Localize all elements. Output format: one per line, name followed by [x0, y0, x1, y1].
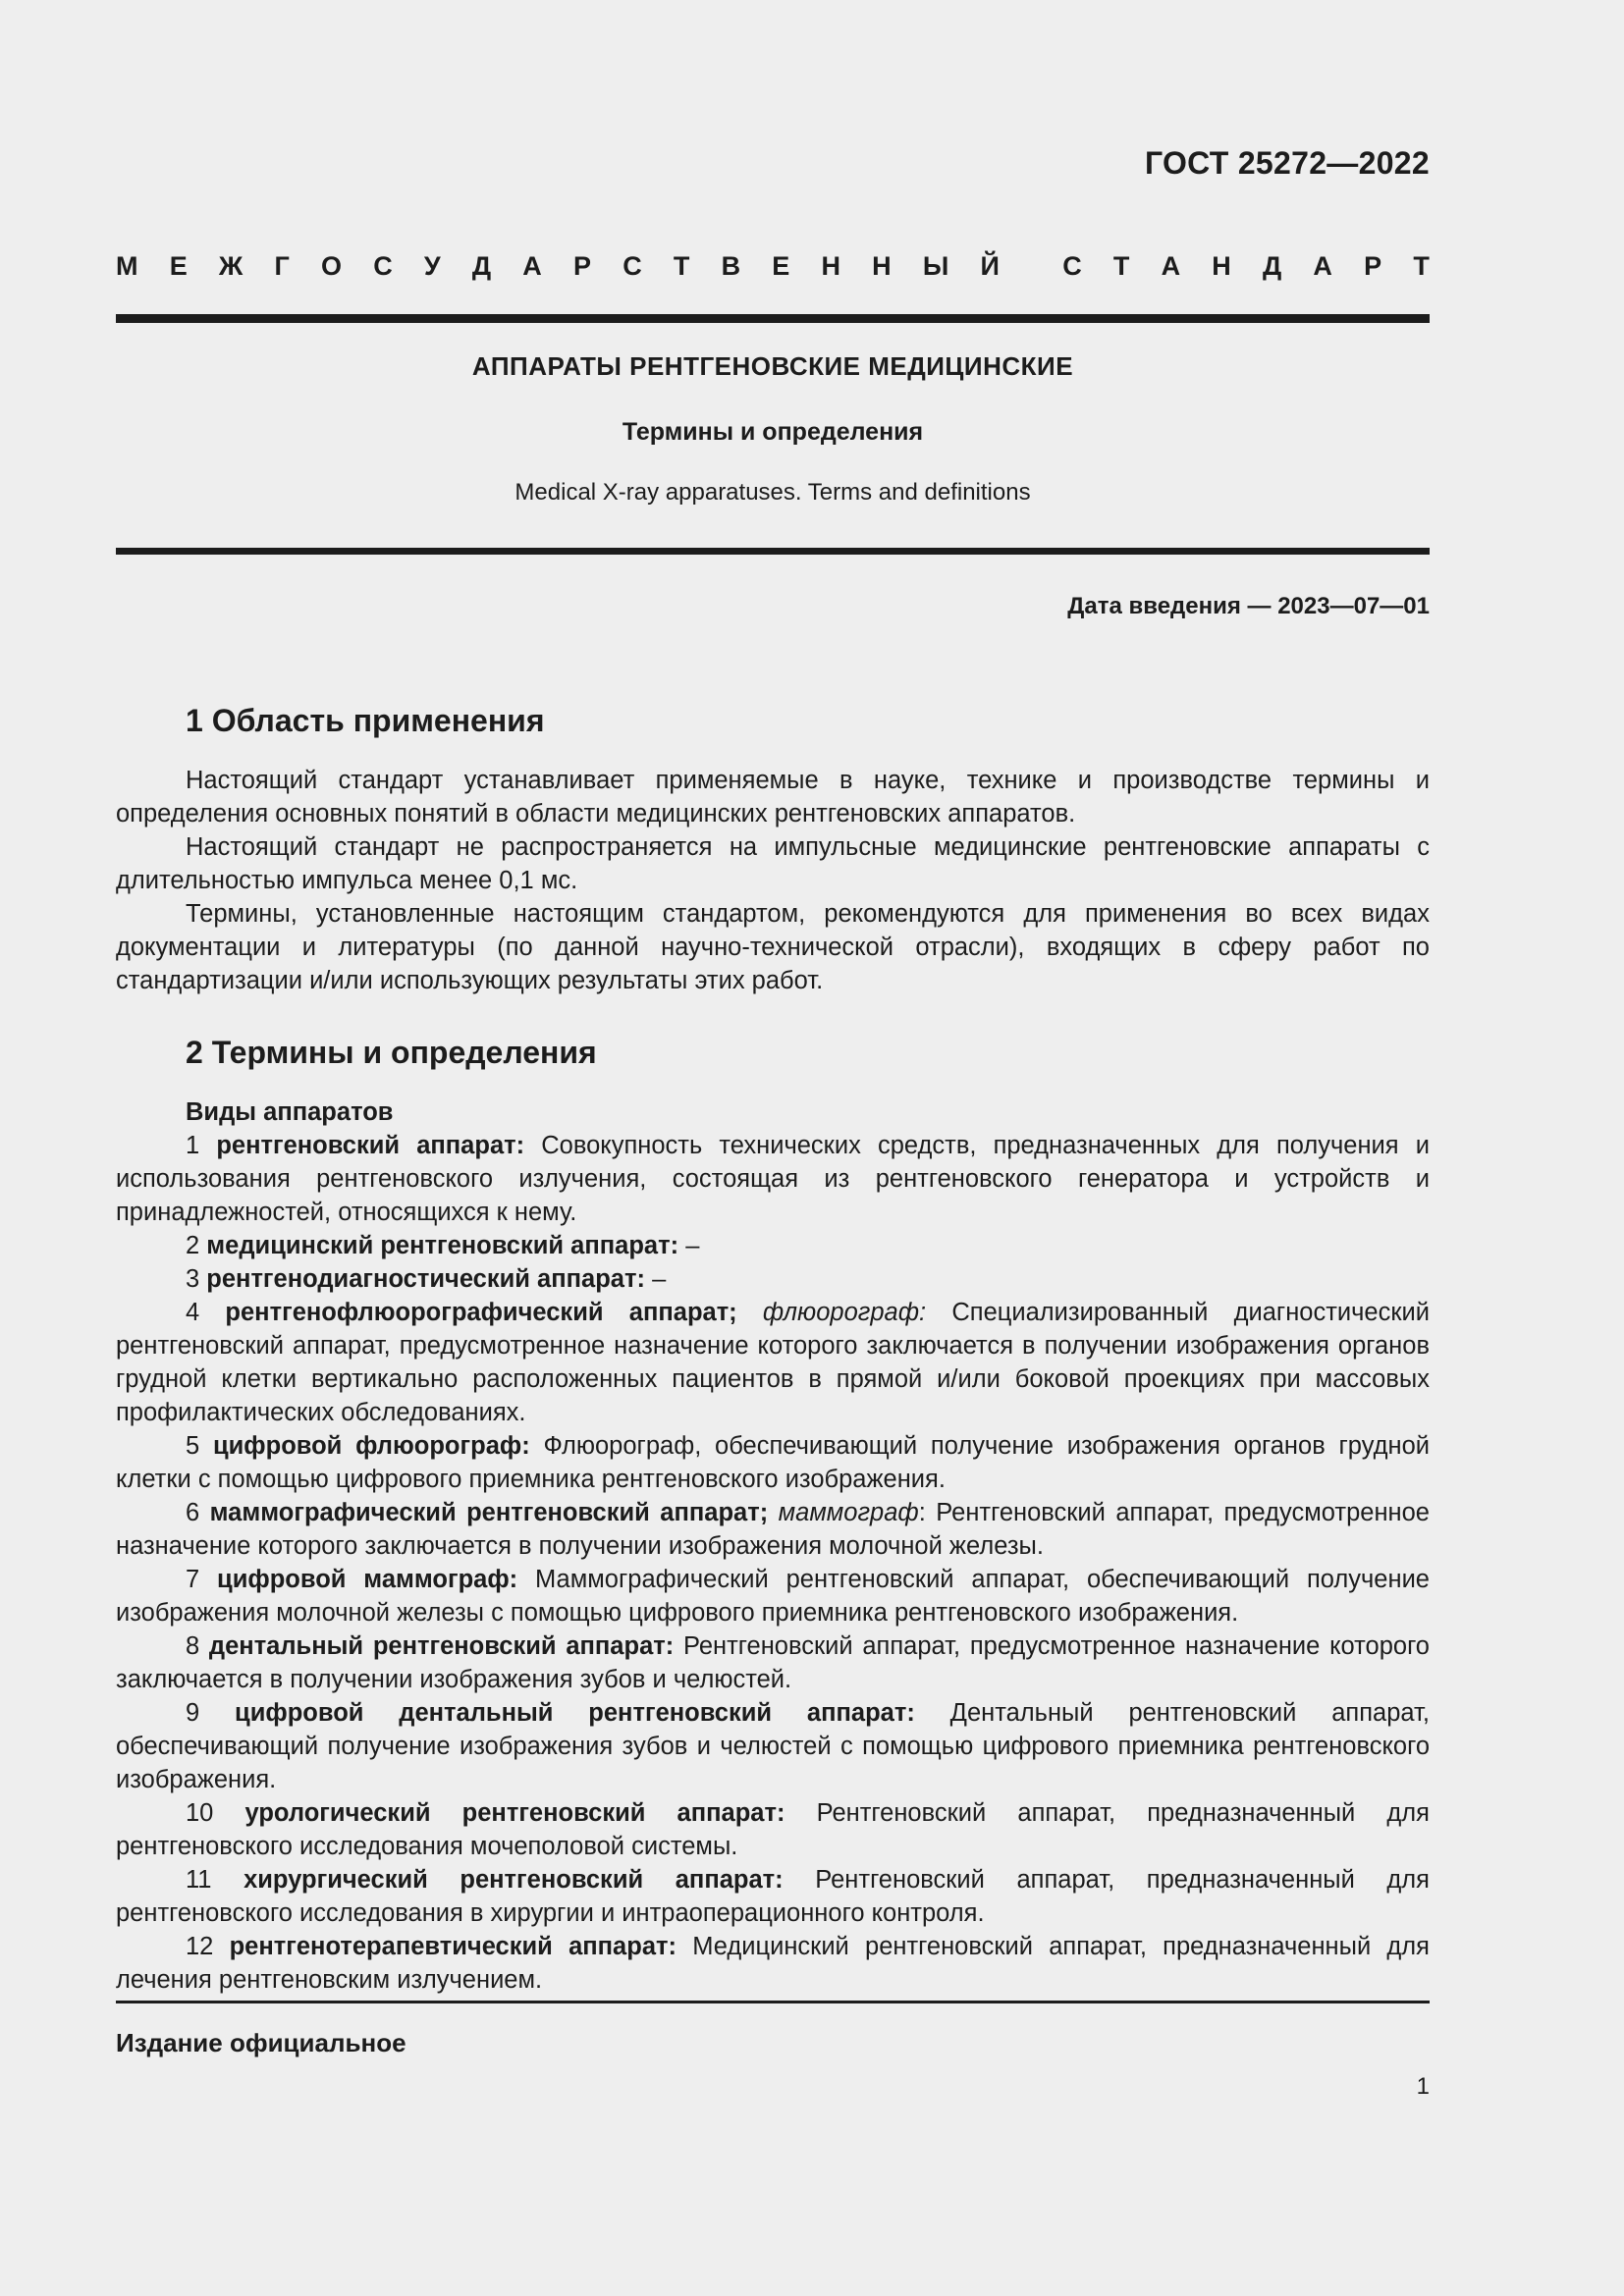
term-number: 10 — [186, 1799, 214, 1827]
term-synonym: маммограф — [778, 1499, 919, 1526]
term-entry — [116, 1863, 1430, 1930]
term-definition: Маммографический рентгеновский аппарат, обеспечивающий получение изображения молочной железы с помощью цифрового приемника рентгеновского изображения. — [116, 1566, 1430, 1627]
term-definition: Дентальный рентгеновский аппарат, обеспечивающий получение изображения зубов и челюстей с помощью цифрового приемника рентгеновского изображения. — [116, 1699, 1430, 1793]
term-definition: Специализированный диагностический рентгеновский аппарат, предусмотренное назначение которого заключается в получении изображения органов грудной клетки вертикально расположенных пациентов в прямой и/или боковой проекциях при массовых профилактических обследованиях. — [116, 1299, 1431, 1426]
term-definition: – — [652, 1265, 667, 1293]
term-number: 11 — [186, 1866, 212, 1894]
standard-type-letter: Й — [980, 251, 1000, 281]
term-name: цифровой флюорограф: — [212, 1432, 530, 1460]
term-entry — [116, 1796, 1430, 1863]
standard-type-letter: Ы — [922, 251, 949, 281]
edition-label: Издание официальное — [116, 2028, 406, 2057]
term-name: медицинский рентгеновский аппарат: — [206, 1232, 679, 1259]
term-entry — [116, 1496, 1430, 1563]
term-number: 6 — [186, 1499, 200, 1526]
term-entry — [116, 1629, 1430, 1696]
standard-type-letter: А — [1161, 251, 1181, 281]
introduction-date: Дата введения — 2023—07—01 — [1067, 593, 1430, 619]
term-name: рентгенотерапевтический аппарат: — [229, 1933, 677, 1960]
term-entry — [116, 1129, 1430, 1229]
term-synonym: флюорограф: — [762, 1299, 927, 1326]
standard-type-letter: С — [1062, 251, 1082, 281]
standard-type-letter: Р — [1364, 251, 1382, 281]
term-name: цифровой маммограф: — [217, 1566, 518, 1593]
page-number: 1 — [1416, 2073, 1430, 2100]
term-number: 9 — [186, 1699, 200, 1727]
term-name: рентгенодиагностический аппарат: — [206, 1265, 645, 1293]
term-name: урологический рентгеновский аппарат: — [244, 1799, 785, 1827]
term-definition: Совокупность технических средств, предназначенных для получения и использования рентгеновского излучения, состоящая из рентгеновского генератора и устройств и принадлежностей, относящихся к нему. — [116, 1132, 1430, 1226]
term-name: дентальный рентгеновский аппарат: — [208, 1632, 675, 1660]
standard-type-letter: Р — [572, 251, 591, 281]
term-definition: Флюорограф, обеспечивающий получение изображения органов грудной клетки с помощью цифрового приемника рентгеновского изображения. — [116, 1432, 1430, 1493]
standard-type-letter: С — [623, 251, 642, 281]
term-definition: – — [685, 1232, 700, 1259]
term-number: 4 — [186, 1299, 200, 1326]
standard-type-letter: Е — [169, 251, 188, 281]
section-2-heading: 2 Термины и определения — [186, 1035, 597, 1070]
term-name: рентгенофлюорографический аппарат; — [225, 1299, 737, 1326]
standard-type-letter: Д — [1262, 251, 1282, 281]
term-definition: Рентгеновский аппарат, предусмотренное назначение которого заключается в получении изображения зубов и челюстей. — [116, 1632, 1430, 1693]
standard-type-letter: Г — [274, 251, 290, 281]
standard-type-letter: А — [1313, 251, 1332, 281]
standard-type-letter: Д — [471, 251, 492, 281]
document-title-english: Medical X-ray apparatuses. Terms and definitions — [514, 479, 1031, 506]
term-entry — [116, 1262, 1430, 1296]
term-number: 8 — [186, 1632, 200, 1660]
term-definition: : Рентгеновский аппарат, предусмотренное назначение которого заключается в получении изображения молочной железы. — [116, 1499, 1430, 1560]
header-rule-top — [116, 314, 1430, 323]
section-1-heading: 1 Область применения — [186, 703, 545, 738]
standard-type-letter: С — [373, 251, 393, 281]
term-entry — [116, 1696, 1430, 1796]
section-2-subheading: Виды аппаратов — [186, 1098, 394, 1126]
term-entry — [116, 1229, 1430, 1262]
term-entry — [116, 1930, 1430, 1997]
standard-type-heading — [116, 251, 1430, 282]
term-name: хирургический рентгеновский аппарат: — [244, 1866, 784, 1894]
term-definition: Медицинский рентгеновский аппарат, предназначенный для лечения рентгеновским излучением. — [116, 1933, 1430, 1994]
document-subtitle: Термины и определения — [622, 418, 924, 446]
term-number: 5 — [186, 1432, 200, 1460]
standard-type-letter: Ж — [218, 251, 244, 281]
document-id: ГОСТ 25272—2022 — [1144, 145, 1430, 181]
standard-type-letter: М — [116, 251, 138, 281]
section-1-paragraph: Настоящий стандарт не распространяется на импульсные медицинские рентгеновские аппараты с длительностью импульса менее 0,1 мс. — [116, 833, 1430, 894]
term-name: рентгеновский аппарат: — [216, 1132, 525, 1159]
term-number: 1 — [186, 1132, 200, 1159]
standard-type-letter: Н — [821, 251, 840, 281]
term-entry — [116, 1429, 1430, 1496]
section-1-paragraph: Термины, установленные настоящим стандартом, рекомендуются для применения во всех видах документации и литературы (по данной научно-технической отрасли), входящих в сферу работ по стандартизации и/или использующих результаты этих работ. — [116, 900, 1430, 994]
standard-type-letter: Т — [1413, 251, 1430, 281]
term-entry — [116, 1563, 1430, 1629]
term-name: цифровой дентальный рентгеновский аппарат: — [235, 1699, 915, 1727]
term-definition: Рентгеновский аппарат, предназначенный для рентгеновского исследования мочеполовой системы. — [116, 1799, 1430, 1860]
term-number: 7 — [186, 1566, 200, 1593]
standard-type-letter: У — [423, 251, 441, 281]
document-title: АППАРАТЫ РЕНТГЕНОВСКИЕ МЕДИЦИНСКИЕ — [471, 351, 1074, 381]
standard-type-letter: Е — [772, 251, 790, 281]
term-number: 2 — [186, 1232, 200, 1259]
standard-type-letter: Т — [673, 251, 690, 281]
footer-rule — [116, 2001, 1430, 2003]
standard-type-letter: Н — [1212, 251, 1231, 281]
section-1-paragraph: Настоящий стандарт устанавливает применяемые в науке, технике и производстве термины и определения основных понятий в области медицинских рентгеновских аппаратов. — [116, 767, 1430, 828]
term-entry — [116, 1296, 1430, 1429]
standard-type-letter: Н — [872, 251, 892, 281]
term-definition: Рентгеновский аппарат, предназначенный для рентгеновского исследования в хирургии и интраоперационного контроля. — [116, 1866, 1430, 1927]
standard-type-letter: В — [721, 251, 741, 281]
standard-type-letter: Т — [1112, 251, 1130, 281]
term-number: 12 — [186, 1933, 214, 1960]
header-rule-bottom — [116, 548, 1430, 555]
standard-type-letter: А — [522, 251, 542, 281]
standard-type-letter: О — [320, 251, 342, 281]
term-name: маммографический рентгеновский аппарат; — [209, 1499, 769, 1526]
term-number: 3 — [186, 1265, 200, 1293]
